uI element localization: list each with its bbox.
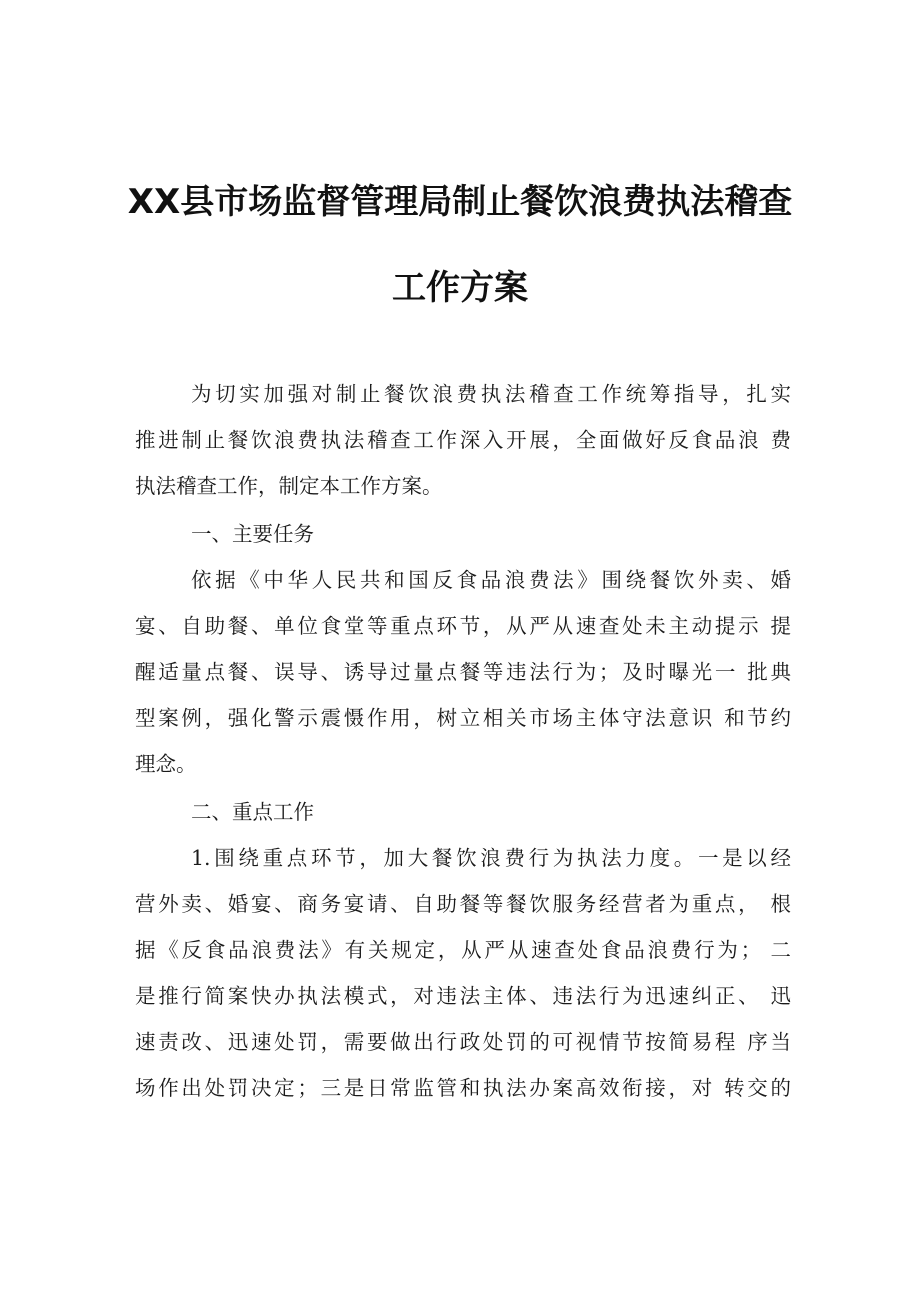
body-line: 1.围绕重点环节，加大餐饮浪费行为执法力度。一是以经 [191,846,791,870]
body-line: 一、主要任务 [191,522,314,546]
body-line: 是推行简案快办执法模式，对违法主体、违法行为迅速纠正、 迅 [135,984,791,1008]
body-line: 营外卖、婚宴、商务宴请、自助餐等餐饮服务经营者为重点， 根 [135,892,791,916]
body-line: 二、重点工作 [191,800,314,824]
body-line: 场作出处罚决定；三是日常监管和执法办案高效衔接，对 转交的 [135,1076,791,1100]
document-title-line-2: 工作方案 [392,268,528,308]
body-line: 执法稽查工作，制定本工作方案。 [135,474,443,498]
body-line: 宴、自助餐、单位食堂等重点环节，从严从速查处未主动提示 提 [135,614,791,638]
body-line: 推进制止餐饮浪费执法稽查工作深入开展，全面做好反食品浪 费 [135,428,791,452]
body-line: 为切实加强对制止餐饮浪费执法稽查工作统筹指导，扎实 [191,382,791,406]
body-line: 醒适量点餐、误导、诱导过量点餐等违法行为；及时曝光一 批典 [135,660,791,684]
body-line: 理念。 [135,752,197,776]
body-line: 速责改、迅速处罚，需要做出行政处罚的可视情节按简易程 序当 [135,1030,791,1054]
document-title-line-1: XX县市场监督管理局制止餐饮浪费执法稽查 [127,182,793,222]
body-line: 据《反食品浪费法》有关规定，从严从速查处食品浪费行为； 二 [135,938,791,962]
body-line: 依据《中华人民共和国反食品浪费法》围绕餐饮外卖、婚 [191,568,791,592]
body-line: 型案例，强化警示震慑作用，树立相关市场主体守法意识 和节约 [135,706,791,730]
